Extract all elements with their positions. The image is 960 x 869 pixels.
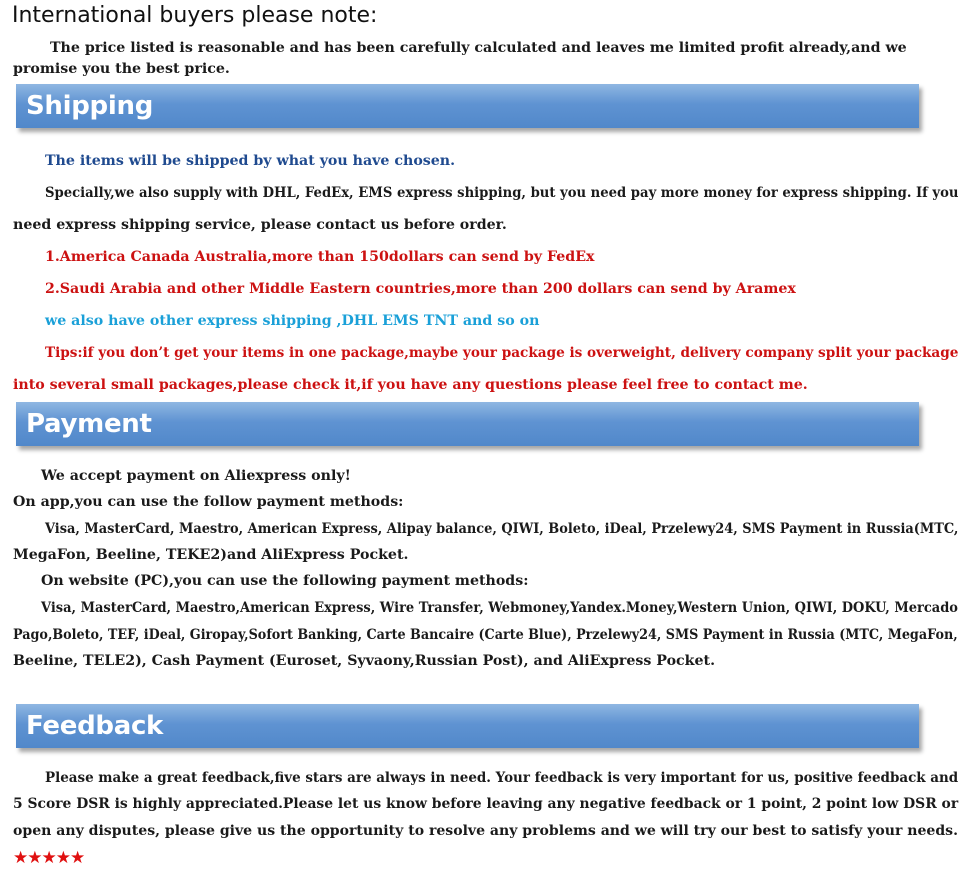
feedback-line-2: 5 Score DSR is highly appreciated.Please let us know before leaving any negative feedback or 1 point, 2 point low DSR or [13, 796, 959, 812]
shipping-aramex-line: 2.Saudi Arabia and other Middle Eastern countries,more than 200 dollars can send by Aramex [45, 281, 796, 297]
feedback-heading: Feedback [26, 711, 164, 741]
five-star-rating: ★★★★★ [13, 848, 85, 868]
shipping-banner [16, 84, 919, 128]
shipping-chosen-line: The items will be shipped by what you have chosen. [45, 153, 456, 169]
price-note-line-2: promise you the best price. [13, 61, 230, 77]
shipping-tips-line-1: Tips:if you don’t get your items in one package,maybe your package is overweight, delivery company split your package [45, 345, 959, 361]
page-title: International buyers please note: [12, 3, 378, 28]
shipping-express-line-2: need express shipping service, please contact us before order. [13, 217, 507, 233]
payment-banner [16, 402, 919, 446]
payment-line-5: On website (PC),you can use the following payment methods: [41, 573, 529, 589]
payment-line-6: Visa, MasterCard, Maestro,American Express, Wire Transfer, Webmoney,Yandex.Money,Western Union, QIWI, DOKU, Mercado [41, 600, 958, 616]
feedback-line-1: Please make a great feedback,five stars are always in need. Your feedback is very important for us, positive feedback and [45, 770, 959, 786]
payment-line-8: Beeline, TELE2), Cash Payment (Euroset, Syvaony,Russian Post), and AliExpress Pocket. [13, 653, 716, 669]
payment-line-3: Visa, MasterCard, Maestro, American Express, Alipay balance, QIWI, Boleto, iDeal, Przelewy24, SMS Payment in Russia(MTC, [45, 521, 959, 537]
payment-line-2: On app,you can use the follow payment methods: [13, 494, 404, 510]
payment-heading: Payment [26, 409, 152, 439]
feedback-banner [16, 704, 919, 748]
feedback-line-3: open any disputes, please give us the opportunity to resolve any problems and we will try our best to satisfy your needs. [13, 823, 958, 839]
payment-line-1: We accept payment on Aliexpress only! [41, 468, 351, 484]
shipping-other-line: we also have other express shipping ,DHL EMS TNT and so on [45, 313, 540, 329]
payment-line-4: MegaFon, Beeline, TEKE2)and AliExpress Pocket. [13, 547, 409, 563]
shipping-tips-line-2: into several small packages,please check it,if you have any questions please feel free to contact me. [13, 377, 808, 393]
shipping-express-line-1: Specially,we also supply with DHL, FedEx, EMS express shipping, but you need pay more money for express shipping. If you [45, 185, 959, 201]
price-note-line-1: The price listed is reasonable and has been carefully calculated and leaves me limited profit already,and we [50, 40, 907, 56]
shipping-fedex-line: 1.America Canada Australia,more than 150dollars can send by FedEx [45, 249, 595, 265]
shipping-heading: Shipping [26, 91, 154, 121]
payment-line-7: Pago,Boleto, TEF, iDeal, Giropay,Sofort Banking, Carte Bancaire (Carte Blue), Przelewy24, SMS Payment in Russia (MTC, MegaFon, [13, 627, 958, 643]
